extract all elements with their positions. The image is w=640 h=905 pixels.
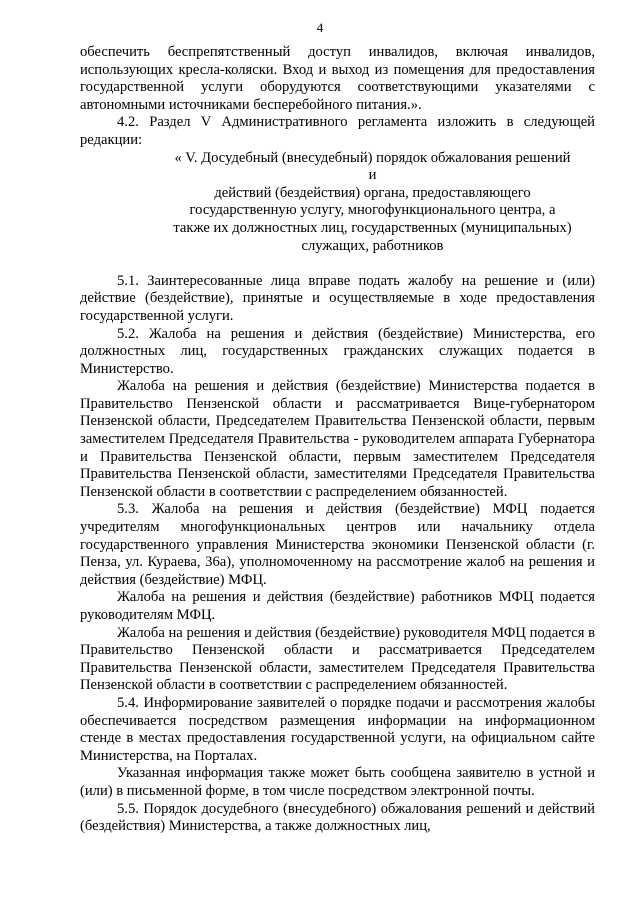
paragraph-5-2: 5.2. Жалоба на решения и действия (бездействие) Министерства, его должностных лиц, государственных гражданских служащих подается в Министерство.: [80, 325, 595, 377]
heading-line: служащих, работников: [301, 237, 444, 254]
heading-line: « V. Досудебный (внесудебный) порядок обжалования решений: [174, 149, 571, 166]
paragraph-5-2-ministry-complaint: Жалоба на решения и действия (бездействие) Министерства подается в Правительство Пензенской области и рассматривается Вице-губернатором Пензенской области, Председателем Правительства Пензенской области, первым заместителем Председателя Правительства - руководителем аппарата Губернатора и Правительства Пензенской области, первым заместителем Председателя Правительства Пензенской области, заместителями Председателя Правительства Пензенской области в соответствии с распределением обязанностей.: [80, 378, 595, 500]
paragraph-5-3: 5.3. Жалоба на решения и действия (бездействие) МФЦ подается учредителям многофункциональных центров или начальнику отдела государственного управления Министерства экономики Пензенской области (г. Пенза, ул. Кураева, 36а), уполномоченному на рассмотрение жалоб на решения и действия (бездействие) МФЦ.: [80, 501, 595, 588]
paragraph-5-5: 5.5. Порядок досудебного (внесудебного) обжалования решений и действий (бездействия) Министерства, а также должностных лиц,: [80, 800, 595, 835]
heading-line: действий (бездействия) органа, предоставляющего: [214, 184, 531, 201]
paragraph-continuation: обеспечить беспрепятственный доступ инвалидов, включая инвалидов, использующих кресла-коляски. Вход и выход из помещения для предоставления государственной услуги оборудуются соответствующими указателями с автономными источниками бесперебойного питания.».: [80, 44, 595, 113]
document-body: [80, 44, 595, 836]
heading-line: и: [368, 167, 377, 184]
page-number: 4: [316, 20, 324, 35]
paragraph-4-2: 4.2. Раздел V Административного регламента изложить в следующей редакции:: [80, 114, 595, 148]
paragraph-5-4: 5.4. Информирование заявителей о порядке подачи и рассмотрения жалобы обеспечивается посредством размещения информации на информационном стенде в местах предоставления государственной услуги, на официальном сайте Министерства, на Порталах.: [80, 694, 595, 764]
heading-line: государственную услугу, многофункционального центра, а: [189, 202, 556, 219]
section-heading: [80, 150, 595, 256]
blank-line: [80, 255, 595, 273]
heading-line: также их должностных лиц, государственных (муниципальных): [173, 219, 572, 236]
paragraph-5-1: 5.1. Заинтересованные лица вправе подать жалобу на решение и (или) действие (бездействие), принятые и осуществляемые в ходе предоставления государственной услуги.: [80, 272, 595, 324]
paragraph-5-4-info: Указанная информация также может быть сообщена заявителю в устной и (или) в письменной форме, в том числе посредством электронной почты.: [80, 765, 595, 799]
paragraph-5-3-mfc-workers: Жалоба на решения и действия (бездействие) работников МФЦ подается руководителям МФЦ.: [80, 589, 595, 623]
paragraph-5-3-mfc-head: Жалоба на решения и действия (бездействие) руководителя МФЦ подается в Правительство Пензенской области и рассматривается Председателем Правительства Пензенской области, заместителем Председателя Правительства Пензенской области в соответствии с распределением обязанностей.: [80, 624, 595, 694]
